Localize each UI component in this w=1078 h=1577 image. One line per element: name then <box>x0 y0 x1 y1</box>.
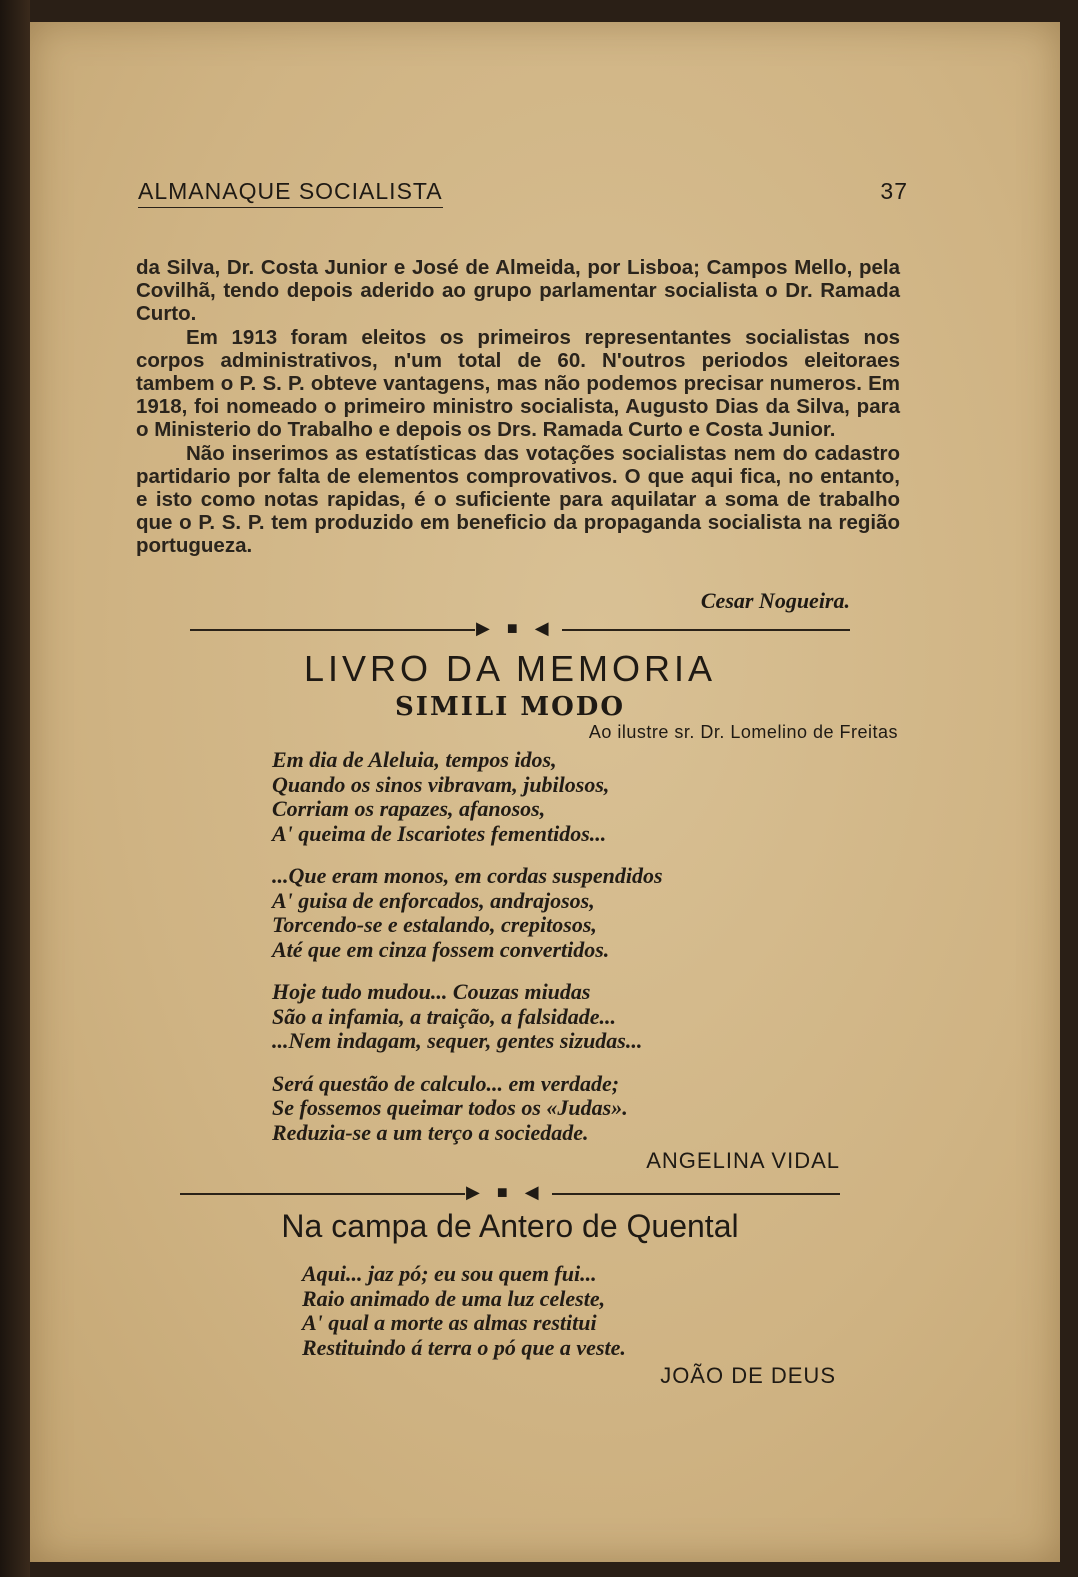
poem-author: ANGELINA VIDAL <box>646 1148 840 1173</box>
stanza <box>272 864 663 962</box>
verse-line: Reduzia-se a um terço a sociedade. <box>272 1119 589 1145</box>
verse-line: Corriam os rapazes, afanosos, <box>272 796 546 821</box>
verse-line: A' qual a morte as almas restitui <box>302 1310 597 1335</box>
verse-line: Em dia de Aleluia, tempos idos, <box>272 747 557 772</box>
verse-line: São a infamia, a traição, a falsidade... <box>272 1003 617 1029</box>
verse-line: Raio animado de uma luz celeste, <box>302 1285 606 1311</box>
stanza <box>302 1262 626 1360</box>
poem-author: JOÃO DE DEUS <box>660 1363 836 1388</box>
verse-line: Restituindo á terra o pó que a veste. <box>302 1334 626 1360</box>
verse-line: ...Que eram monos, em cordas suspendidos <box>272 863 663 888</box>
running-header <box>138 178 908 212</box>
paragraph: Não inserimos as estatísticas das votações socialistas nem do cadastro partidario por falta de elementos comprovativos. O que aqui fica, no entanto, e isto como notas rapidas, é o suficiente para aquilatar a soma de trabalho que o P. S. P. tem produzido em beneficio da propaganda socialista na região portugueza. <box>136 441 900 558</box>
stanza <box>272 980 663 1054</box>
stanza <box>272 748 663 846</box>
verse-line: Se fossemos queimar todos os «Judas». <box>272 1095 628 1120</box>
paragraph: Em 1913 foram eleitos os primeiros representantes socialistas nos corpos administrativos, n'um total de 60. N'outros periodos eleitoraes tambem o P. S. P. obteve vantagens, mas não podemos precisar numeros. Em 1918, foi nomeado o primeiro ministro socialista, Augusto Dias da Silva, para o Ministerio do Trabalho e depois os Drs. Ramada Curto e Costa Junior. <box>136 325 900 442</box>
verse-line: Hoje tudo mudou... Couzas miudas <box>272 979 591 1004</box>
section-divider <box>190 620 850 640</box>
article-signature: Cesar Nogueira. <box>700 588 850 613</box>
poem <box>302 1262 626 1378</box>
stanza <box>272 1072 663 1146</box>
section-divider <box>180 1184 840 1204</box>
article-body <box>136 256 900 558</box>
verse-line: Até que em cinza fossem convertidos. <box>272 936 610 962</box>
verse-line: Quando os sinos vibravam, jubilosos, <box>272 771 610 797</box>
verse-line: A' guisa de enforcados, andrajosos, <box>272 887 595 913</box>
dedication: Ao ilustre sr. Dr. Lomelino de Freitas <box>588 722 898 742</box>
page-number: 37 <box>880 178 908 204</box>
verse-line: A' queima de Iscariotes fementidos... <box>272 820 607 846</box>
section-title: Na campa de Antero de Quental <box>281 1208 739 1244</box>
paragraph: da Silva, Dr. Costa Junior e José de Almeida, por Lisboa; Campos Mello, pela Covilhã, tendo depois aderido ao grupo parlamentar socialista o Dr. Ramada Curto. <box>136 256 900 326</box>
section-subtitle: SIMILI MODO <box>395 692 625 722</box>
verse-line: Aqui... jaz pó; eu sou quem fui... <box>302 1261 597 1286</box>
running-title: ALMANAQUE SOCIALISTA <box>138 178 443 208</box>
verse-line: Torcendo-se e estalando, crepitosos, <box>272 912 597 937</box>
section-title: LIVRO DA MEMORIA <box>303 648 717 689</box>
poem <box>272 748 663 1163</box>
verse-line: Será questão de calculo... em verdade; <box>272 1070 620 1096</box>
book-spine <box>0 0 30 1577</box>
divider-ornament: ▶ ■ ◀ <box>466 1182 545 1202</box>
verse-line: ...Nem indagam, sequer, gentes sizudas... <box>272 1028 643 1053</box>
divider-ornament: ▶ ■ ◀ <box>476 618 555 638</box>
